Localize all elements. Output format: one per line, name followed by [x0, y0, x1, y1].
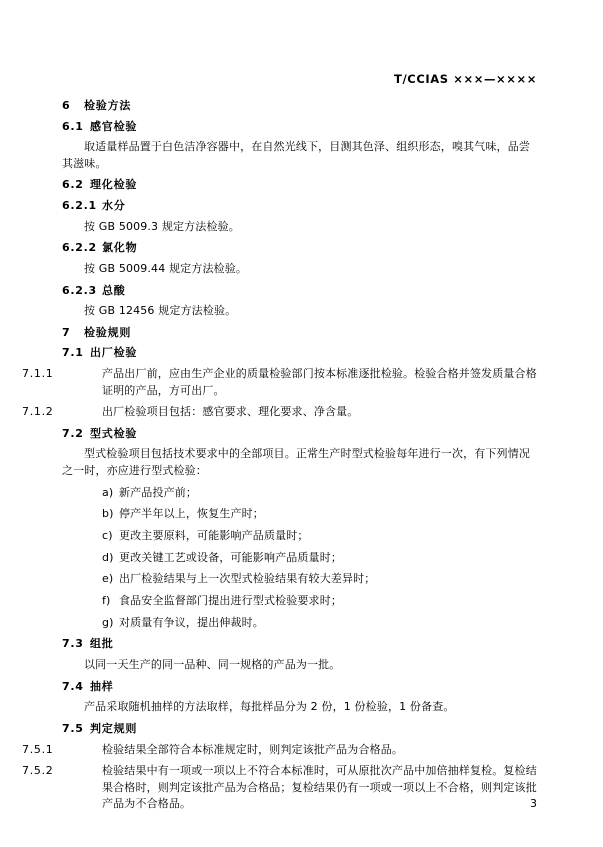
clause-text: 检验结果全部符合本标准规定时，则判定该批产品为合格品。 — [102, 742, 404, 756]
section-heading — [62, 240, 540, 255]
section-title: 检验方法 — [84, 99, 132, 112]
page-number: 3 — [530, 797, 537, 810]
section-title: 理化检验 — [90, 178, 138, 192]
section-heading — [62, 283, 540, 298]
section-number: 6.2.1 — [62, 198, 97, 212]
list-item — [62, 593, 540, 610]
section-title: 判定规则 — [90, 722, 138, 736]
paragraph: 产品采取随机抽样的方法取样，每批样品分为 2 份，1 份检验，1 份备查。 — [84, 700, 455, 714]
section-title: 检验规则 — [84, 325, 132, 339]
numbered-clause — [22, 763, 540, 813]
list-item — [62, 528, 540, 545]
paragraph: 取适量样品置于白色洁净容器中，在自然光线下，目测其色泽、组织形态，嗅其气味，品尝其滋味。 — [62, 140, 530, 170]
section-number: 6.2.2 — [62, 241, 97, 255]
list-item-label: d) — [102, 550, 114, 564]
list-item-label: b) — [102, 507, 114, 521]
paragraph: 以同一天生产的同一品种、同一规格的产品为一批。 — [84, 658, 341, 672]
section-title: 总酸 — [102, 283, 126, 297]
standard-code-header: T/CCIAS ×××—×××× — [394, 72, 537, 86]
list-item-label: a) — [102, 485, 114, 499]
section-number: 6.1 — [62, 119, 84, 133]
section-number: 6.2 — [62, 178, 84, 192]
numbered-clause — [22, 366, 540, 399]
section-number: 7 — [62, 325, 71, 339]
section-number: 7.5 — [62, 722, 84, 736]
clause-number: 7.1.2 — [22, 405, 54, 419]
section-title: 感官检验 — [90, 119, 138, 133]
section-heading — [62, 721, 540, 736]
list-item — [62, 615, 540, 632]
section-title: 抽样 — [90, 679, 114, 693]
page-content — [22, 0, 540, 847]
list-item-text: 食品安全监督部门提出进行型式检验要求时； — [119, 594, 342, 608]
section-heading — [62, 636, 540, 651]
section-number: 7.4 — [62, 679, 84, 693]
section-number: 7.3 — [62, 637, 84, 651]
section-number: 7.2 — [62, 426, 84, 440]
list-item — [62, 506, 540, 523]
clause-text: 产品出厂前，应由生产企业的质量检验部门按本标准逐批检验。检验合格并签发质量合格证明的产品，方可出厂。 — [102, 367, 537, 397]
list-item — [62, 550, 540, 567]
paragraph: 型式检验项目包括技术要求中的全部项目。正常生产时型式检验每年进行一次，有下列情况之一时，亦应进行型式检验： — [62, 447, 530, 477]
clause-number: 7.1.1 — [22, 367, 54, 380]
section-title: 氯化物 — [102, 241, 138, 255]
section-number: 6 — [62, 99, 71, 112]
list-item-text: 更改主要原料，可能影响产品质量时； — [119, 529, 309, 543]
section-heading — [62, 177, 540, 192]
section-title: 出厂检验 — [90, 346, 138, 360]
clause-text: 出厂检验项目包括：感官要求、理化要求、净含量。 — [102, 405, 359, 419]
list-item-label: g) — [102, 615, 114, 629]
section-heading — [62, 198, 540, 213]
list-item-text: 新产品投产前； — [119, 485, 198, 499]
section-number: 6.2.3 — [62, 283, 97, 297]
clause-text: 检验结果中有一项或一项以上不符合本标准时，可从原批次产品中加倍抽样复检。复检结果合格时，则判定该批产品为合格品；复检结果仍有一项或一项以上不合格，则判定该批产品为不合格品。 — [102, 764, 537, 811]
list-item-text: 停产半年以上，恢复生产时； — [119, 507, 264, 521]
list-item-label: c) — [102, 529, 113, 543]
section-heading — [62, 98, 540, 113]
list-item-text: 对质量有争议，提出伸裁时。 — [119, 615, 264, 629]
section-heading — [62, 325, 540, 340]
paragraph: 按 GB 5009.44 规定方法检验。 — [84, 261, 248, 275]
document-body — [22, 98, 540, 818]
section-title: 组批 — [90, 637, 114, 651]
section-number: 7.1 — [62, 346, 84, 360]
list-item — [62, 571, 540, 588]
clause-number: 7.5.1 — [22, 742, 54, 756]
list-item-text: 更改关键工艺或设备，可能影响产品质量时； — [119, 550, 342, 564]
numbered-clause — [22, 742, 540, 759]
list-item-text: 出厂检验结果与上一次型式检验结果有较大差异时； — [119, 572, 376, 586]
numbered-clause — [22, 404, 540, 421]
list-item-label: f) — [102, 594, 111, 608]
section-heading — [62, 119, 540, 134]
list-item — [62, 485, 540, 502]
section-heading — [62, 679, 540, 694]
section-title: 型式检验 — [90, 426, 138, 440]
list-item-label: e) — [102, 572, 114, 586]
section-heading — [62, 345, 540, 360]
section-heading — [62, 426, 540, 441]
paragraph: 按 GB 12456 规定方法检验。 — [84, 304, 237, 318]
section-title: 水分 — [102, 198, 126, 212]
paragraph: 按 GB 5009.3 规定方法检验。 — [84, 219, 240, 233]
clause-number: 7.5.2 — [22, 764, 54, 778]
